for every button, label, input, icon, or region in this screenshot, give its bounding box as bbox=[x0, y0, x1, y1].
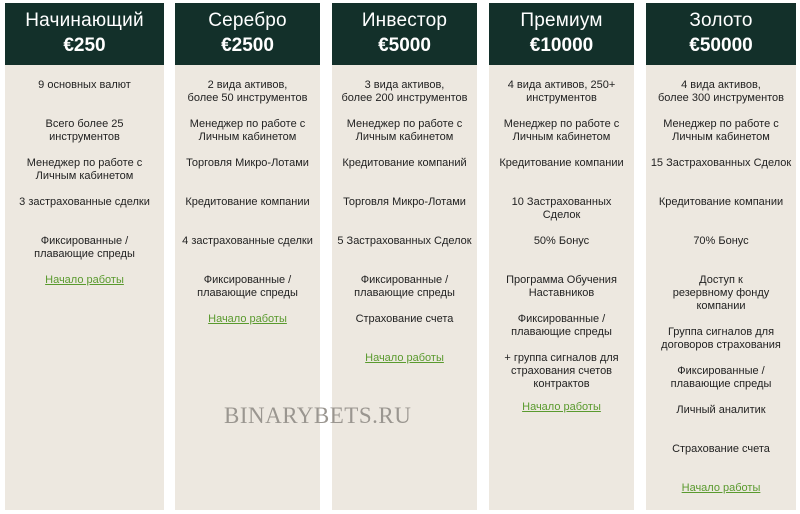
feature-list bbox=[489, 65, 634, 414]
feature-item: 4 вида активов, 250+ инструментов bbox=[507, 79, 616, 104]
feature-item: Кредитование компании bbox=[185, 196, 310, 208]
feature-list bbox=[332, 65, 477, 365]
feature-item: Менеджер по работе с Личным кабинетом bbox=[26, 157, 143, 182]
feature-item: 5 Застрахованных Сделок bbox=[337, 235, 472, 247]
plan-header bbox=[5, 3, 164, 65]
plan-price: €2500 bbox=[221, 35, 274, 56]
start-link[interactable]: Начало работы bbox=[45, 274, 124, 286]
feature-item: Менеджер по работе с Личным кабинетом bbox=[503, 118, 620, 143]
plan-name: Начинающий bbox=[25, 10, 144, 31]
plan-header bbox=[175, 3, 320, 65]
feature-item: Фиксированные / плавающие спреды bbox=[670, 365, 772, 390]
plan-price: €250 bbox=[63, 35, 106, 56]
feature-item: Торговля Микро-Лотами bbox=[186, 157, 309, 169]
feature-list bbox=[646, 65, 796, 495]
plan-name: Золото bbox=[689, 10, 753, 31]
plan-price: €5000 bbox=[378, 35, 431, 56]
plan-header bbox=[332, 3, 477, 65]
plan-header bbox=[489, 3, 634, 65]
plan-name: Премиум bbox=[520, 10, 603, 31]
start-link[interactable]: Начало работы bbox=[208, 313, 287, 325]
feature-item: Всего более 25 инструментов bbox=[45, 118, 124, 143]
feature-list bbox=[175, 65, 320, 326]
feature-list bbox=[5, 65, 164, 287]
watermark: BINARYBETS.RU bbox=[224, 403, 412, 428]
feature-item: 15 Застрахованных Сделок bbox=[650, 157, 792, 169]
start-link[interactable]: Начало работы bbox=[365, 352, 444, 364]
feature-item: Фиксированные / плавающие спреды bbox=[511, 313, 612, 338]
feature-item: Фиксированные / плавающие спреды bbox=[354, 274, 455, 299]
feature-item: 70% Бонус bbox=[693, 235, 749, 247]
plan-name: Инвестор bbox=[361, 10, 448, 31]
feature-item: Страхование счета bbox=[672, 443, 770, 455]
plan-name: Серебро bbox=[208, 10, 287, 31]
feature-item: Программа Обучения Наставников bbox=[506, 274, 617, 299]
start-link[interactable]: Начало работы bbox=[681, 482, 761, 494]
start-link[interactable]: Начало работы bbox=[522, 401, 601, 413]
feature-item: Фиксированные / плавающие спреды bbox=[34, 235, 135, 260]
feature-item: 2 вида активов, более 50 инструментов bbox=[187, 79, 308, 104]
feature-item: Менеджер по работе с Личным кабинетом bbox=[346, 118, 463, 143]
plan-card-investor bbox=[332, 3, 477, 510]
feature-item: Страхование счета bbox=[355, 313, 454, 325]
feature-item: 50% Бонус bbox=[533, 235, 590, 247]
feature-item: 4 застрахованные сделки bbox=[182, 235, 313, 247]
plan-card-silver bbox=[175, 3, 320, 510]
plan-price: €50000 bbox=[689, 35, 753, 56]
feature-item: 3 застрахованные сделки bbox=[19, 196, 150, 208]
plan-price: €10000 bbox=[529, 35, 594, 56]
plan-card-beginner bbox=[5, 3, 164, 510]
feature-item: Менеджер по работе с Личным кабинетом bbox=[663, 118, 779, 143]
feature-item: Группа сигналов для договоров страхования bbox=[661, 326, 781, 351]
feature-item: 9 основных валют bbox=[38, 79, 131, 91]
plan-card-gold bbox=[646, 3, 796, 510]
feature-item: 3 вида активов, более 200 инструментов bbox=[341, 79, 468, 104]
feature-item: 4 вида активов, более 300 инструментов bbox=[657, 79, 785, 104]
plan-header bbox=[646, 3, 796, 65]
feature-item: Фиксированные / плавающие спреды bbox=[197, 274, 298, 299]
feature-item: Доступ к резервному фонду компании bbox=[672, 274, 770, 312]
feature-item: Менеджер по работе с Личным кабинетом bbox=[189, 118, 306, 143]
feature-item: + группа сигналов для страхования счетов контрактов bbox=[504, 352, 619, 390]
feature-item: Торговля Микро-Лотами bbox=[343, 196, 466, 208]
feature-item: Кредитование компаний bbox=[342, 157, 467, 169]
plan-card-premium bbox=[489, 3, 634, 510]
feature-item: Кредитование компании bbox=[499, 157, 624, 169]
feature-item: Личный аналитик bbox=[676, 404, 766, 416]
feature-item: 10 Застрахованных Сделок bbox=[511, 196, 612, 221]
feature-item: Кредитование компании bbox=[658, 196, 784, 208]
